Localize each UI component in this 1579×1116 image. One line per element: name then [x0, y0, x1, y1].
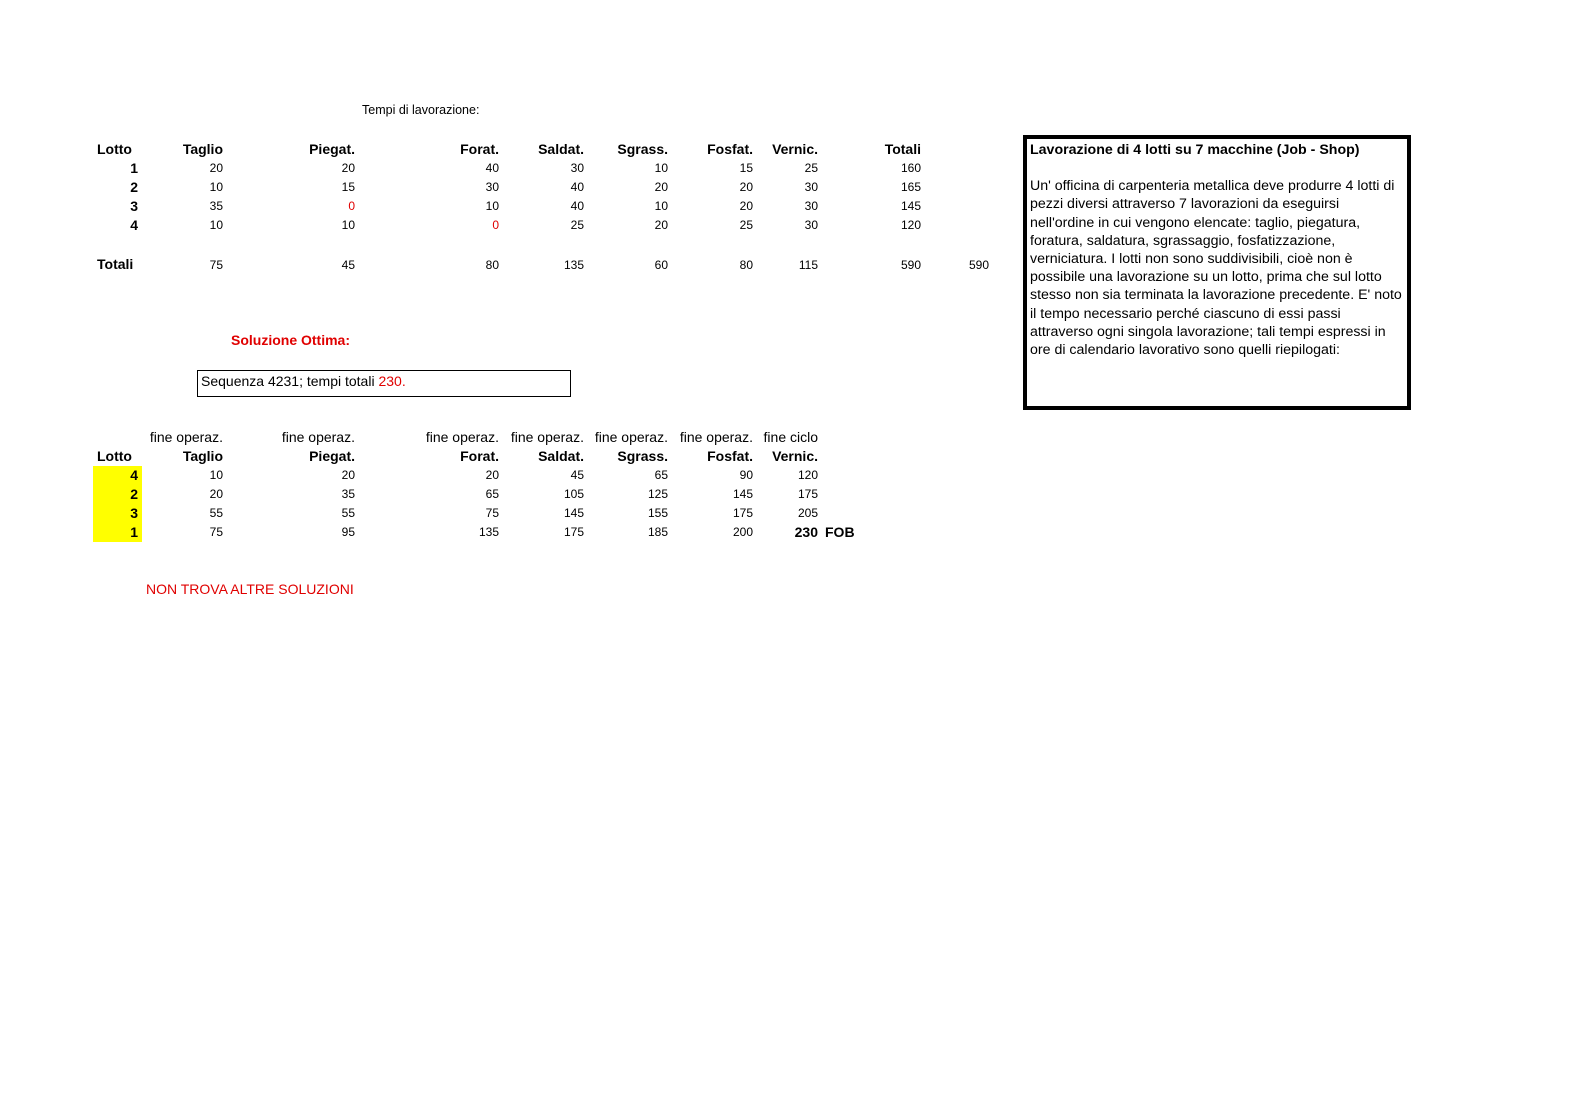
header-sgrass: Sgrass.: [617, 141, 668, 157]
end-time-cell: 55: [209, 506, 223, 520]
subheader: fine operaz.: [281, 429, 355, 445]
solution-value: 230.: [378, 373, 406, 389]
end-time-cell: 55: [341, 506, 355, 520]
value-cell: 10: [654, 161, 668, 175]
value-cell: 0: [348, 199, 355, 213]
subheader: fine operaz.: [679, 429, 753, 445]
totals-label: Totali: [97, 256, 134, 272]
row-total: 160: [900, 161, 921, 175]
end-time-cell: 75: [209, 525, 223, 539]
end-time-cell: 20: [485, 468, 499, 482]
grand-total-check: 590: [968, 258, 989, 272]
subheader: fine ciclo: [763, 429, 818, 445]
end-time-cell: 105: [563, 487, 584, 501]
value-cell: 30: [570, 161, 584, 175]
value-cell: 15: [341, 180, 355, 194]
subheader: fine operaz.: [149, 429, 223, 445]
end-time-cell: 145: [563, 506, 584, 520]
value-cell: 20: [739, 199, 753, 213]
end-time-cell: 35: [341, 487, 355, 501]
end-time-cell: 175: [797, 487, 818, 501]
end-time-cell: 175: [563, 525, 584, 539]
subheader: fine operaz.: [425, 429, 499, 445]
table-title: Tempi di lavorazione:: [362, 103, 480, 117]
value-cell: 30: [485, 180, 499, 194]
row-lotto: 3: [130, 198, 138, 214]
end-time-cell: 185: [647, 525, 668, 539]
value-cell: 40: [570, 199, 584, 213]
description-title: Lavorazione di 4 lotti su 7 macchine (Job - Shop): [1030, 142, 1360, 158]
header-taglio: Taglio: [182, 448, 223, 464]
row-total: 145: [900, 199, 921, 213]
end-time-cell: 65: [654, 468, 668, 482]
value-cell: 25: [804, 161, 818, 175]
solution-label: Soluzione Ottima:: [231, 332, 350, 348]
header-piegat: Piegat.: [309, 448, 355, 464]
solution-text: Sequenza 4231; tempi totali: [201, 373, 379, 389]
column-total: 135: [563, 258, 584, 272]
end-time-cell: 135: [478, 525, 499, 539]
header-totali: Totali: [884, 141, 921, 157]
sequence-lotto: 3: [130, 505, 138, 521]
row-lotto: 1: [130, 160, 138, 176]
header-forat: Forat.: [460, 141, 499, 157]
note-text: NON TROVA ALTRE SOLUZIONI: [146, 581, 354, 597]
value-cell: 20: [341, 161, 355, 175]
value-cell: 15: [739, 161, 753, 175]
description-body: Un' officina di carpenteria metallica deve produrre 4 lotti di pezzi diversi attraverso 7 lavorazioni da eseguirsi nell'ordine in cui vengono elencate: taglio, piegatura, foratura, saldatura, sgrassaggio, fosfatizzazione, verniciatura. I lotti non sono suddivisibili, cioè non è possibile una lavorazione su un lotto, prima che sul lotto stesso non sia terminata la lavorazione precedente. E' noto il tempo necessario perché ciascuno di essi passi attraverso ogni singola lavorazione; tali tempi espressi in ore di calendario lavorativo sono quelli riepilogati:: [1030, 178, 1402, 359]
row-lotto: 4: [130, 217, 138, 233]
value-cell: 10: [209, 218, 223, 232]
value-cell: 25: [570, 218, 584, 232]
header-lotto: Lotto: [97, 448, 132, 464]
column-total: 60: [654, 258, 668, 272]
value-cell: 40: [485, 161, 499, 175]
end-time-cell: 120: [797, 468, 818, 482]
sequence-lotto: 4: [130, 467, 138, 483]
end-time-cell: 125: [647, 487, 668, 501]
column-total: 75: [209, 258, 223, 272]
value-cell: 10: [654, 199, 668, 213]
column-total: 45: [341, 258, 355, 272]
header-piegat: Piegat.: [309, 141, 355, 157]
value-cell: 30: [804, 199, 818, 213]
end-time-cell: 10: [209, 468, 223, 482]
row-total: 120: [900, 218, 921, 232]
value-cell: 30: [804, 180, 818, 194]
header-fosfat: Fosfat.: [707, 448, 753, 464]
value-cell: 40: [570, 180, 584, 194]
value-cell: 0: [492, 218, 499, 232]
end-time-cell: 90: [739, 468, 753, 482]
fob-label: FOB: [825, 524, 855, 540]
header-vernic: Vernic.: [772, 448, 818, 464]
end-time-cell: 20: [341, 468, 355, 482]
end-time-cell: 200: [732, 525, 753, 539]
row-total: 165: [900, 180, 921, 194]
value-cell: 10: [209, 180, 223, 194]
end-time-cell: 20: [209, 487, 223, 501]
value-cell: 20: [654, 180, 668, 194]
end-time-cell: 65: [485, 487, 499, 501]
description-box: [1023, 135, 1411, 410]
end-time-cell: 175: [732, 506, 753, 520]
value-cell: 20: [654, 218, 668, 232]
value-cell: 30: [804, 218, 818, 232]
header-saldat: Saldat.: [538, 141, 584, 157]
header-forat: Forat.: [460, 448, 499, 464]
value-cell: 20: [209, 161, 223, 175]
header-taglio: Taglio: [182, 141, 223, 157]
end-time-cell: 205: [797, 506, 818, 520]
end-time-cell: 75: [485, 506, 499, 520]
subheader: fine operaz.: [594, 429, 668, 445]
value-cell: 35: [209, 199, 223, 213]
header-lotto: Lotto: [97, 141, 132, 157]
solution-box: [197, 370, 571, 397]
value-cell: 25: [739, 218, 753, 232]
column-total: 80: [739, 258, 753, 272]
value-cell: 20: [739, 180, 753, 194]
subheader: fine operaz.: [510, 429, 584, 445]
header-fosfat: Fosfat.: [707, 141, 753, 157]
end-time-cell: 155: [647, 506, 668, 520]
end-time-cell: 145: [732, 487, 753, 501]
makespan-value: 230: [794, 524, 818, 540]
header-vernic: Vernic.: [772, 141, 818, 157]
value-cell: 10: [341, 218, 355, 232]
grand-total: 590: [900, 258, 921, 272]
row-lotto: 2: [130, 179, 138, 195]
column-total: 80: [485, 258, 499, 272]
sequence-lotto: 1: [130, 524, 138, 540]
header-sgrass: Sgrass.: [617, 448, 668, 464]
end-time-cell: 95: [341, 525, 355, 539]
sequence-lotto: 2: [130, 486, 138, 502]
header-saldat: Saldat.: [538, 448, 584, 464]
column-total: 115: [798, 258, 818, 272]
end-time-cell: 45: [570, 468, 584, 482]
value-cell: 10: [485, 199, 499, 213]
